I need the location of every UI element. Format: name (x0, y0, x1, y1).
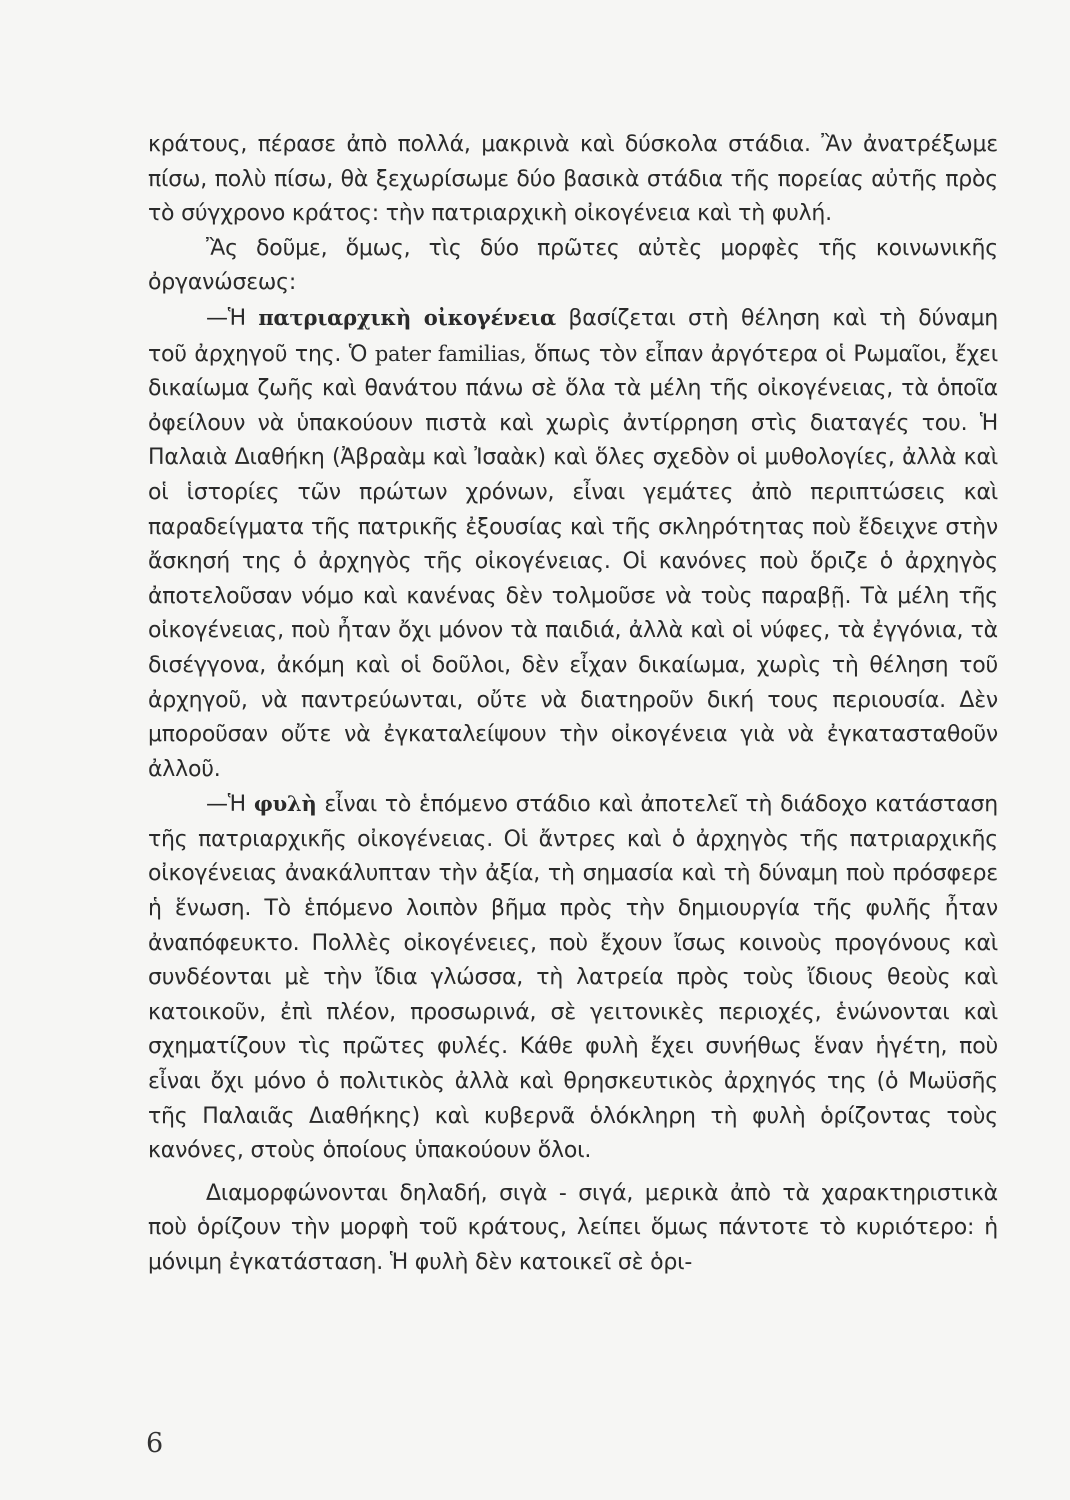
text-segment: εἶναι τὸ ἑπόμενο στάδιο καὶ ἀποτελεῖ τὴ διάδοχο κατάσταση τῆς πατριαρχικῆς οἰκογένειας. Οἱ ἄντρες καὶ ὁ ἀρχηγὸς τῆς πατριαρχικῆς οἰκογένειας ἀνακάλυπταν τὴν ἀξία, τὴ σημασία καὶ τὴ δύναμη ποὺ πρόσφερε ἡ ἕνωση. Τὸ ἑπόμενο λοιπὸν βῆμα πρὸς τὴν δημιουργία τῆς φυλῆς ἦταν ἀναπόφευκτο. Πολλὲς οἰκογένειες, ποὺ ἔχουν ἴσως κοινοὺς προγόνους καὶ συνδέονται μὲ τὴν ἴδια γλώσσα, τὴ λατρεία πρὸς τοὺς ἴδιους θεοὺς καὶ κατοικοῦν, ἐπὶ πλέον, προσωρινά, σὲ γειτονικὲς περιοχές, ἑνώνονται καὶ σχηματίζουν τὶς πρῶτες φυλές. Κάθε φυλὴ ἔχει συνήθως ἕναν ἡγέτη, ποὺ εἶναι ὄχι μόνο ὁ πολιτικὸς ἀλλὰ καὶ θρησκευτικὸς ἀρχηγός της (ὁ Μωϋσῆς τῆς Παλαιᾶς Διαθήκης) καὶ κυβερνᾶ ὁλόκληρη τὴ φυλὴ ὁρίζοντας τοὺς κανόνες, στοὺς ὁποίους ὑπακούουν ὅλοι. (148, 792, 998, 1164)
paragraph-forms: Ἂς δοῦμε, ὅμως, τὶς δύο πρῶτες αὐτὲς μορφὲς τῆς κοινωνικῆς ὀργανώσεως: (148, 235, 998, 296)
text-segment: βασίζεται στὴ θέληση καὶ τὴ δύναμη τοῦ ἀρχηγοῦ της. Ὁ (148, 305, 998, 367)
term-patriarchal-family: πατριαρχικὴ οἰκογένεια (258, 304, 557, 330)
page-number: 6 (146, 1428, 164, 1459)
paragraph-patriarchal-family (148, 301, 998, 787)
paragraph-tribe (148, 787, 998, 1169)
paragraph-characteristics: Διαμορφώνονται δηλαδή, σιγὰ - σιγά, μερικὰ ἀπὸ τὰ χαρακτηριστικὰ ποὺ ὁρίζουν τὴν μορφὴ τοῦ κράτους, λείπει ὅμως πάντοτε τὸ κυριότερο: ἡ μόνιμη ἐγκατάσταση. Ἡ φυλὴ δὲν κατοικεῖ σὲ ὁρι- (148, 1180, 998, 1275)
term-tribe: φυλὴ (253, 791, 317, 817)
dash-lead: —Ἡ (206, 305, 259, 331)
latin-phrase: pater familias, (374, 341, 527, 366)
text-segment: ὅπως τὸν εἶπαν ἀργότερα οἱ Ρωμαῖοι, ἔχει δικαίωμα ζωῆς καὶ θανάτου πάνω σὲ ὅλα τὰ μέλη τῆς οἰκογένειας, τὰ ὁποῖα ὀφείλουν νὰ ὑπακούουν πιστὰ καὶ χωρὶς ἀντίρρηση στὶς διαταγές του. Ἡ Παλαιὰ Διαθήκη (Ἀβραὰμ καὶ Ἰσαὰκ) καὶ ὅλες σχεδὸν οἱ μυθολογίες, ἀλλὰ καὶ οἱ ἱστορίες τῶν πρώτων χρόνων, εἶναι γεμάτες ἀπὸ περιπτώσεις καὶ παραδείγματα τῆς πατρικῆς ἐξουσίας καὶ τῆς σκληρότητας ποὺ ἔδειχνε στὴν ἄσκησή της ὁ ἀρχηγὸς τῆς οἰκογένειας. Οἱ κανόνες ποὺ ὅριζε ὁ ἀρχηγὸς ἀποτελοῦσαν νόμο καὶ κανένας δὲν τολμοῦσε νὰ τοὺς παραβῇ. Τὰ μέλη τῆς οἰκογένειας, ποὺ ἦταν ὄχι μόνον τὰ παιδιά, ἀλλὰ καὶ οἱ νύφες, τὰ ἐγγόνια, τὰ δισέγγονα, ἀκόμη καὶ οἱ δοῦλοι, δὲν εἶχαν δικαίωμα, χωρὶς τὴ θέληση τοῦ ἀρχηγοῦ, νὰ παντρεύωνται, οὔτε νὰ διατηροῦν δική τους περιουσία. Δὲν μποροῦσαν οὔτε νὰ ἐγκαταλείψουν τὴν οἰκογένεια γιὰ νὰ ἐγκατασταθοῦν ἀλλοῦ. (148, 341, 998, 782)
body-text (148, 128, 998, 1281)
paragraph-intro: κράτους, πέρασε ἀπὸ πολλά, μακρινὰ καὶ δύσκολα στάδια. Ἂν ἀνατρέξωμε πίσω, πολὺ πίσω, θὰ ξεχωρίσωμε δύο βασικὰ στάδια τῆς πορείας αὐτῆς πρὸς τὸ σύγχρονο κράτος: τὴν πατριαρχικὴ οἰκογένεια καὶ τὴ φυλή. (148, 132, 998, 227)
dash-lead: —Ἡ (206, 792, 254, 818)
